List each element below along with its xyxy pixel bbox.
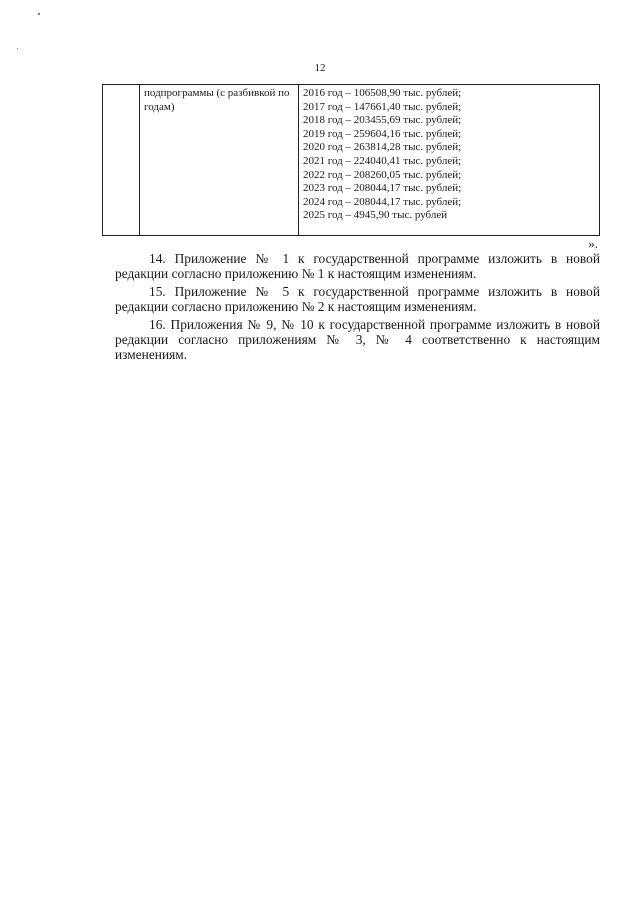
- year-value-2024: 2024 год – 208044,17 тыс. рублей;: [303, 195, 462, 208]
- paragraph-16: 16. Приложения № 9, № 10 к государственной программе изложить в новой редакции согласно приложениям № 3, № 4 соответственно к настоящим изменениям.: [115, 316, 600, 363]
- year-value-2020: 2020 год – 263814,28 тыс. рублей;: [303, 141, 462, 154]
- table-cell-values: [299, 85, 600, 236]
- year-value-2021: 2021 год – 224040,41 тыс. рублей;: [303, 154, 462, 167]
- body-text: [115, 251, 600, 365]
- year-value-2025: 2025 год – 4945,90 тыс. рублей: [303, 209, 448, 222]
- subprogram-label: подпрограммы (с разбивкой по годам): [144, 87, 290, 113]
- year-value-2023: 2023 год – 208044,17 тыс. рублей;: [303, 182, 462, 195]
- table-row: [103, 85, 600, 236]
- funding-table: [102, 84, 600, 236]
- page-number: 12: [314, 62, 326, 74]
- scan-speck: [17, 48, 18, 49]
- paragraph-14: 14. Приложение № 1 к государственной программе изложить в новой редакции согласно приложению № 1 к настоящим изменениям.: [115, 251, 600, 282]
- closing-quote: ».: [588, 236, 598, 251]
- paragraph-15: 15. Приложение № 5 к государственной программе изложить в новой редакции согласно приложению № 2 к настоящим изменениям.: [115, 283, 600, 315]
- year-value-2018: 2018 год – 203455,69 тыс. рублей;: [303, 114, 462, 127]
- year-value-2022: 2022 год – 208260,05 тыс. рублей;: [303, 168, 462, 181]
- year-value-2019: 2019 год – 259604,16 тыс. рублей;: [303, 127, 462, 140]
- scan-speck: [38, 13, 40, 15]
- table-cell-label: [140, 85, 299, 236]
- table-cell-number: [103, 85, 140, 236]
- year-value-2016: 2016 год – 106508,90 тыс. рублей;: [303, 87, 462, 99]
- year-value-2017: 2017 год – 147661,40 тыс. рублей;: [303, 100, 462, 113]
